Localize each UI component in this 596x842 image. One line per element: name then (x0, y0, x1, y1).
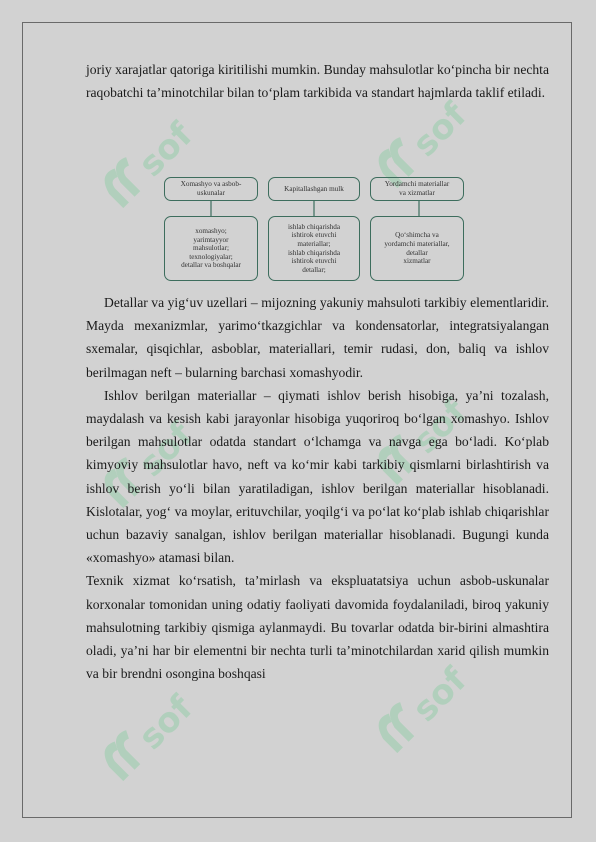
watermark-text: sof (131, 688, 201, 758)
text-block-bottom (86, 291, 549, 685)
diagram-detail-box: xomashyo; yarimtayyor mahsulotlar; texnologiyalar; detallar va boshqalar (164, 216, 258, 281)
watermark-text: sof (405, 660, 475, 730)
paragraph: Ishlov berilgan materiallar – qiymati ishlov berish hisobiga, ya’ni tozalash, maydalash va kesish kabi jarayonlar hisobiga yuqoriroq bo‘lgan xomashyo. Ishlov berilgan mahsulotlar odatda standart o‘lchamga va navga ega bo‘ladi. Ko‘plab kimyoviy mahsulotlar havo, neft va ko‘mir kabi tarkibiy qismlarni birlashtirish va ishlov berish yo‘li bilan yaratiladigan, ishlov berilgan materiallar hisoblanadi. Kislotalar, yog‘ va moylar, erituvchilar, yoqilg‘i va po‘lat ko‘plab ishlab chiqarishlar uchun bazaviy sanalgan, ishlov berilgan materiallar hisoblanadi. Bugungi kunda «xomashyo» atamasi bilan. (86, 387, 549, 566)
watermark-text: sof (405, 95, 475, 165)
diagram-detail-box: Qo‘shimcha va yordamchi materiallar, detallar xizmatlar (370, 216, 464, 281)
watermark-text: sof (131, 115, 201, 185)
diagram-header-box: Yordamchi materiallar va xizmatlar (370, 177, 464, 201)
diagram-header-box: Kapitallashgan mulk (268, 177, 360, 201)
paragraph: Texnik xizmat ko‘rsatish, ta’mirlash va ekspluatatsiya uchun asbob-uskunalar korxonalar tomonidan uning odatiy faoliyati davomida foydalaniladi, biroq yakuniy mahsulotning tarkibiy qismiga aylanmaydi. Bu tovarlar odatda bir-birini almashtira oladi, ya’ni har bir elementni bir nechta turli ta’minotchilardan xarid qilish mumkin va bir brendni osongina boshqasi (86, 573, 549, 682)
text-block-top (86, 58, 549, 104)
classification-diagram (164, 177, 464, 287)
watermark-text: sof (131, 415, 201, 485)
paragraph: Detallar va yig‘uv uzellari – mijozning yakuniy mahsuloti tarkibiy elementlaridir. Mayda mexanizmlar, yarimo‘tkazgichlar va kondensatorlar, integratsiyalangan sxemalar, qisqichlar, asboblar, materiallari, temir rudasi, don, baliq va ishlov berilmagan neft – bularning barchasi xomashyodir. (86, 295, 549, 380)
diagram-detail-box: ishlab chiqarishda ishtirok etuvchi materiallar; ishlab chiqarishda ishtirok etuvchi detallar; (268, 216, 360, 281)
watermark-text: sof (405, 392, 475, 462)
diagram-header-box: Xomashyo va asbob- uskunalar (164, 177, 258, 201)
paragraph: joriy xarajatlar qatoriga kiritilishi mumkin. Bunday mahsulotlar ko‘pincha bir nechta raqobatchi ta’minotchilar bilan to‘plam tarkibida va standart hajmlarda taklif etiladi. (86, 62, 549, 101)
